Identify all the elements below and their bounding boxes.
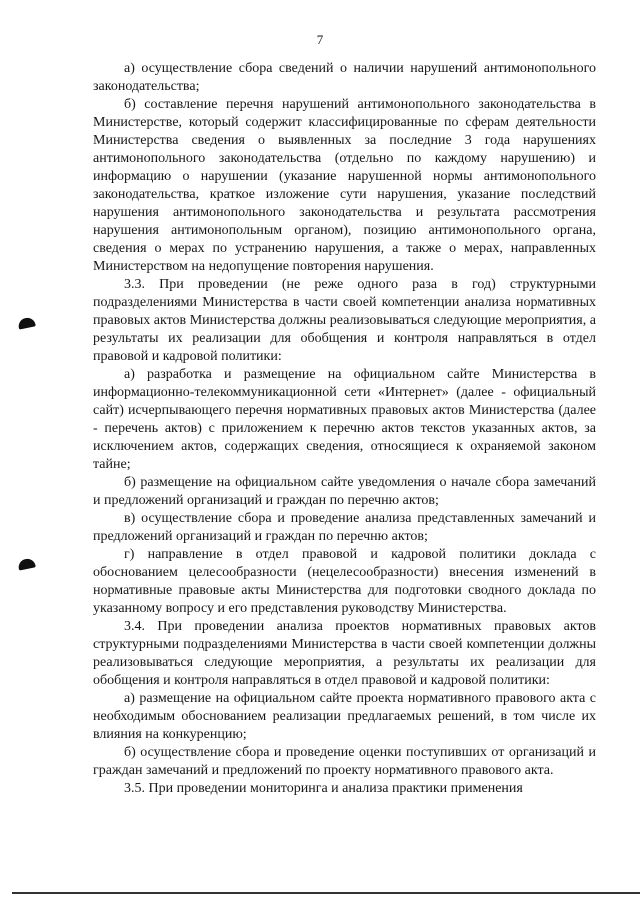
document-body bbox=[93, 60, 596, 798]
binder-hole-mark-upper bbox=[17, 316, 36, 329]
binder-hole-mark-lower bbox=[17, 557, 36, 570]
paragraph-section-3-5: 3.5. При проведении мониторинга и анализа практики применения bbox=[124, 781, 523, 796]
paragraph-3-4-b: б) осуществление сбора и проведение оценки поступивших от организаций и граждан замечаний и предложений по проекту нормативного правового акта. bbox=[93, 745, 596, 778]
paragraph-3-3-b: б) размещение на официальном сайте уведомления о начале сбора замечаний и предложений организаций и граждан по перечню актов; bbox=[93, 475, 596, 508]
paragraph-3-4-a: а) размещение на официальном сайте проекта нормативного правового акта с необходимым обоснованием реализации предлагаемых решений, в том числе их влияния на конкуренцию; bbox=[93, 691, 596, 742]
paragraph-section-3-4: 3.4. При проведении анализа проектов нормативных правовых актов структурными подразделениями Министерства в части своей компетенции должны реализовываться следующие мероприятия, а результаты их реализации для обобщения и контроля направляться в отдел правовой и кадровой политики: bbox=[93, 619, 596, 688]
page-number: 7 bbox=[316, 32, 324, 47]
paragraph-3-3-a: а) разработка и размещение на официальном сайте Министерства в информационно-телекоммуникационной сети «Интернет» (далее - официальный сайт) исчерпывающего перечня нормативных правовых актов Министерства (далее - перечень актов) с приложением к перечню актов текстов указанных актов, за исключением актов, содержащих сведения, относящиеся к охраняемой законом тайне; bbox=[93, 367, 596, 472]
paragraph-3-3-g: г) направление в отдел правовой и кадровой политики доклада с обоснованием целесообразности (нецелесообразности) внесения изменений в нормативные правовые акты Министерства для подготовки сводного доклада по указанному вопросу и его представления руководству Министерства. bbox=[93, 547, 596, 616]
paragraph-item-a-collection: а) осуществление сбора сведений о наличии нарушений антимонопольного законодательства; bbox=[93, 61, 596, 94]
scan-edge-line bbox=[12, 892, 640, 894]
paragraph-3-3-v: в) осуществление сбора и проведение анализа представленных замечаний и предложений организаций и граждан по перечню актов; bbox=[93, 511, 596, 544]
paragraph-section-3-3: 3.3. При проведении (не реже одного раза в год) структурными подразделениями Министерства в части своей компетенции анализа нормативных правовых актов Министерства должны реализовываться следующие мероприятия, а результаты их реализации для обобщения и контроля направляться в отдел правовой и кадровой политики: bbox=[93, 277, 596, 364]
paragraph-item-b-violations-list: б) составление перечня нарушений антимонопольного законодательства в Министерстве, который содержит классифицированные по сферам деятельности Министерства сведения о выявленных за последние 3 года нарушениях антимонопольного законодательства (отдельно по каждому нарушению) и информацию о нарушении (указание нарушенной нормы антимонопольного законодательства, краткое изложение сути нарушения, указание последствий нарушения антимонопольного законодательства и результата рассмотрения нарушения антимонопольным органом), позицию антимонопольного органа, сведения о мерах по устранению нарушения, а также о мерах, направленных Министерством на недопущение повторения нарушения. bbox=[93, 97, 596, 274]
